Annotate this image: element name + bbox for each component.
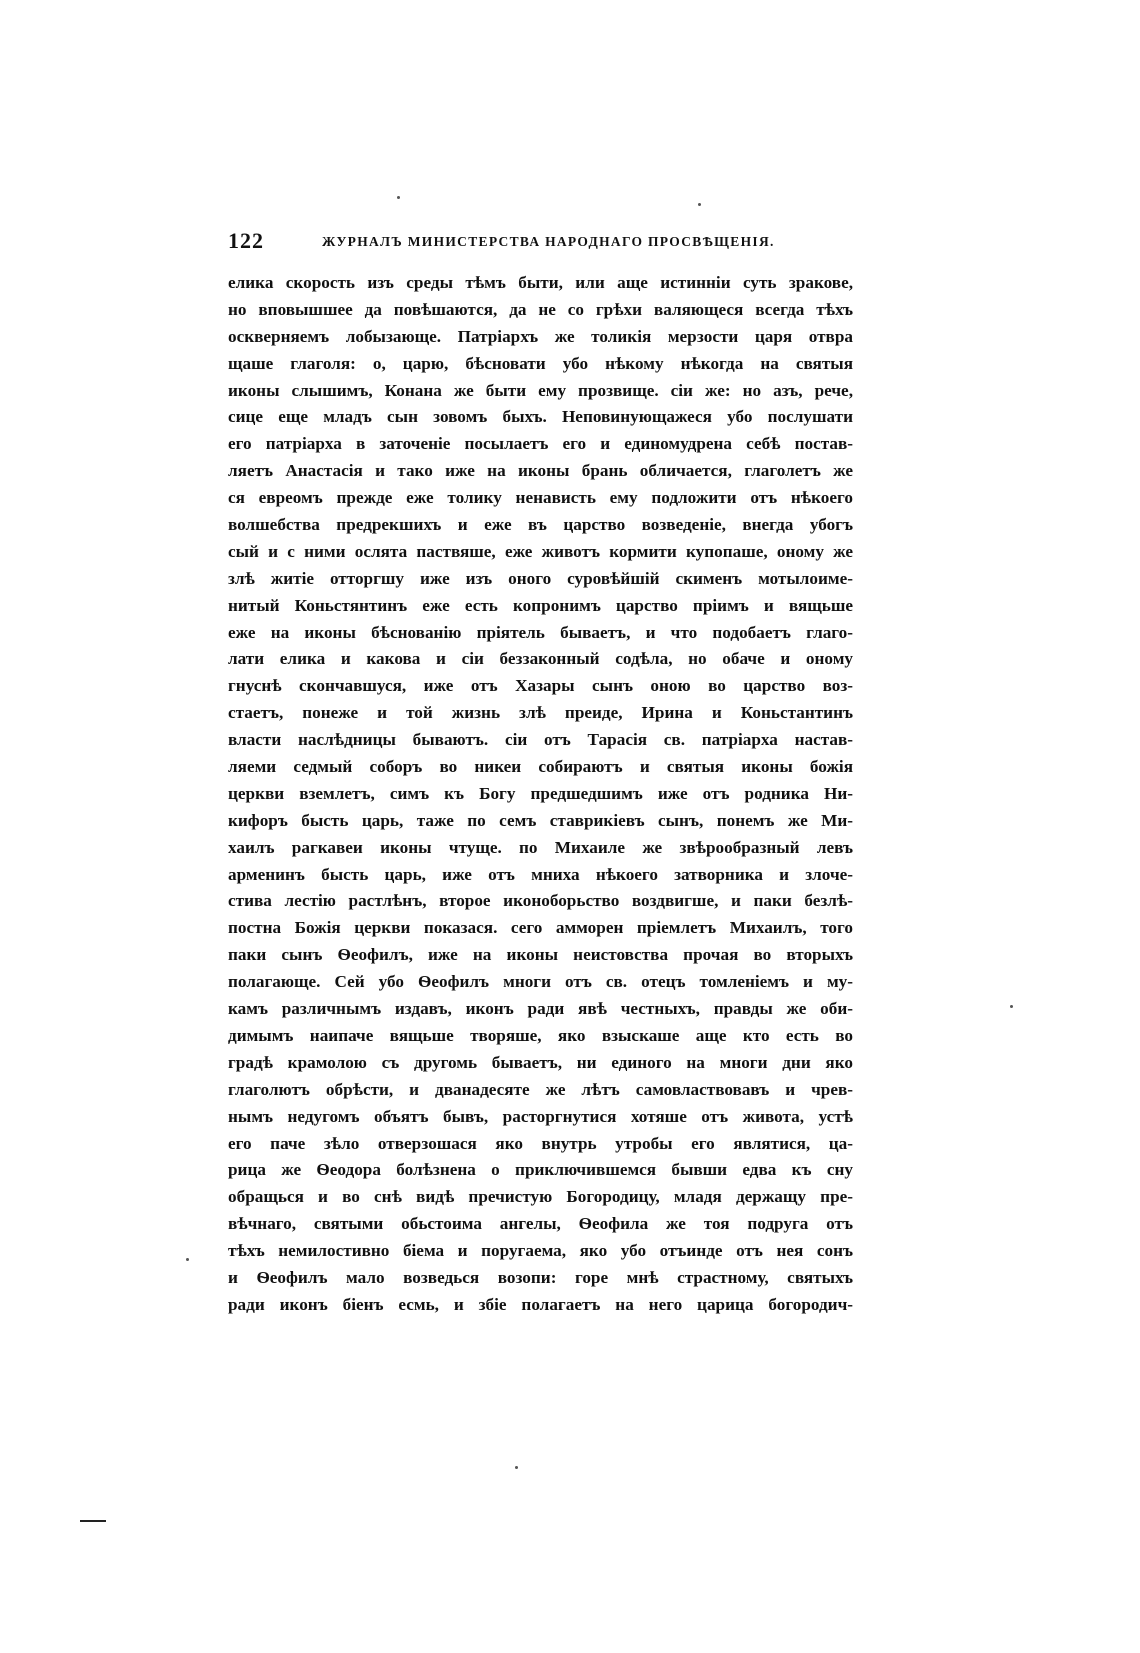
text-line: камъ различнымъ издавъ, иконъ ради явѣ честныхъ, правды же оби-	[228, 999, 853, 1019]
text-line: тѣхъ немилостивно бiема и поругаема, яко убо отъинде отъ нея сонъ	[228, 1241, 853, 1261]
text-line: ради иконъ бiенъ есмь, и збiе полагаетъ на него царица богородич-	[228, 1294, 853, 1314]
text-line: полагающе. Сей убо Ѳеофилъ многи отъ св. отецъ томленiемъ и му-	[228, 972, 853, 992]
text-line: градѣ крамолою съ другомь бываетъ, ни единого на многи дни яко	[228, 1052, 853, 1072]
text-line: стива лестiю растлѣнъ, второе иконоборьство воздвигше, и паки безлѣ-	[228, 891, 853, 911]
text-line: ляетъ Анастасiя и тако иже на иконы брань обличается, глаголетъ же	[228, 461, 853, 481]
text-line: власти наслѣдницы бываютъ. сiи отъ Тарасiя св. патрiарха настав-	[228, 730, 853, 750]
text-line: хаилъ рагкавеи иконы чтуще. по Михаиле же звѣрообразный левъ	[228, 837, 853, 857]
page-number: 122	[228, 228, 264, 253]
text-line: иконы слышимъ, Конана же быти ему прозвище. сiи же: но азъ, рече,	[228, 380, 853, 400]
print-speck	[698, 203, 701, 206]
text-line: димымъ наипаче вящьше творяше, яко взыскаше аще кто есть во	[228, 1025, 853, 1045]
text-line: его патрiарха в заточенiе посылаетъ его и единомудрена себѣ постав-	[228, 434, 853, 454]
text-line: ляеми седмый соборъ во никеи собираютъ и святыя иконы божiя	[228, 757, 853, 777]
text-line: паки сынъ Ѳеофилъ, иже на иконы неистовства прочая во вторыхъ	[228, 945, 853, 965]
text-line: стаетъ, понеже и той жизнь злѣ преиде, Ирина и Коньстантинъ	[228, 703, 853, 723]
text-line: ся евреомъ прежде еже толику ненависть ему подложити отъ нѣкоего	[228, 488, 853, 508]
text-line: гнуснѣ скончавшуся, иже отъ Хазары сынъ оною во царство воз-	[228, 676, 853, 696]
text-line: вѣчнаго, святыми обьстоима ангелы, Ѳеофила же тоя подруга отъ	[228, 1214, 853, 1234]
text-line: арменинъ бысть царь, иже отъ мниха нѣкоего затворника и злоче-	[228, 864, 853, 884]
text-line: сице еще младъ сын зовомъ быхъ. Неповинующажеся убо послушати	[228, 407, 853, 427]
text-line: злѣ житiе отторгшу иже изъ оного суровѣйшiй скименъ мотылоимe-	[228, 568, 853, 588]
text-line: сый и с ними ослята паствяше, еже животъ кормити купопаше, оному же	[228, 541, 853, 561]
text-line: волшебства предрекшихъ и еже въ царство возведенiе, внегда убогъ	[228, 515, 853, 535]
text-line: нымъ недугомъ объятъ бывъ, расторгнутися хотяше отъ живота, устѣ	[228, 1106, 853, 1126]
page-header	[228, 228, 853, 258]
text-line: церкви вземлетъ, симъ къ Богу предшедшимъ иже отъ родника Ни-	[228, 783, 853, 803]
text-line: и Ѳеофилъ мало возведься возопи: горе мнѣ страстному, святыхъ	[228, 1267, 853, 1287]
running-title: ЖУРНАЛЪ МИНИСТЕРСТВА НАРОДНАГО ПРОСВѢЩЕНІЯ.	[322, 234, 775, 249]
text-line: оскверняемъ лобызающе. Патрiархъ же толикiя мерзости царя отвра	[228, 326, 853, 346]
print-speck	[1010, 1005, 1013, 1008]
text-line: нитый Коньстянтинъ еже есть копронимъ царство прiимъ и вящьше	[228, 595, 853, 615]
text-line: но вповышшее да повѣшаются, да не со грѣхи валяющеся всегда тѣхъ	[228, 299, 853, 319]
text-line: лати елика и какова и сiи беззаконный содѣла, но обаче и оному	[228, 649, 853, 669]
text-line: рица же Ѳеодора болѣзнена о приключившемся бывши едва къ сну	[228, 1160, 853, 1180]
text-line: обращься и во снѣ видѣ пречистую Богородицу, младя держащу пре-	[228, 1187, 853, 1207]
text-line: постна Божiя церкви показася. сего амморен прiемлетъ Михаилъ, того	[228, 918, 853, 938]
text-line: глаголютъ обрѣсти, и дванадесяте же лѣтъ самовластвовавъ и чрев-	[228, 1079, 853, 1099]
text-line: кифоръ бысть царь, таже по семъ ставрикiевъ сынъ, понемъ же Ми-	[228, 810, 853, 830]
print-speck	[186, 1258, 189, 1261]
text-line: его паче зѣло отверзошася яко внутрь утробы его являтися, ца-	[228, 1133, 853, 1153]
print-speck	[397, 196, 400, 199]
print-speck	[515, 1466, 518, 1469]
text-line: елика скорость изъ среды тѣмъ быти, или аще истиннiи суть зракове,	[228, 273, 853, 292]
text-line: еже на иконы бѣснованiю прiятель бываетъ, и что подобаетъ глаго-	[228, 622, 853, 642]
margin-dash	[80, 1520, 106, 1522]
body-text	[228, 270, 853, 1319]
text-line: щаше глаголя: о, царю, бѣсновати убо нѣкому нѣкогда на святыя	[228, 353, 853, 373]
